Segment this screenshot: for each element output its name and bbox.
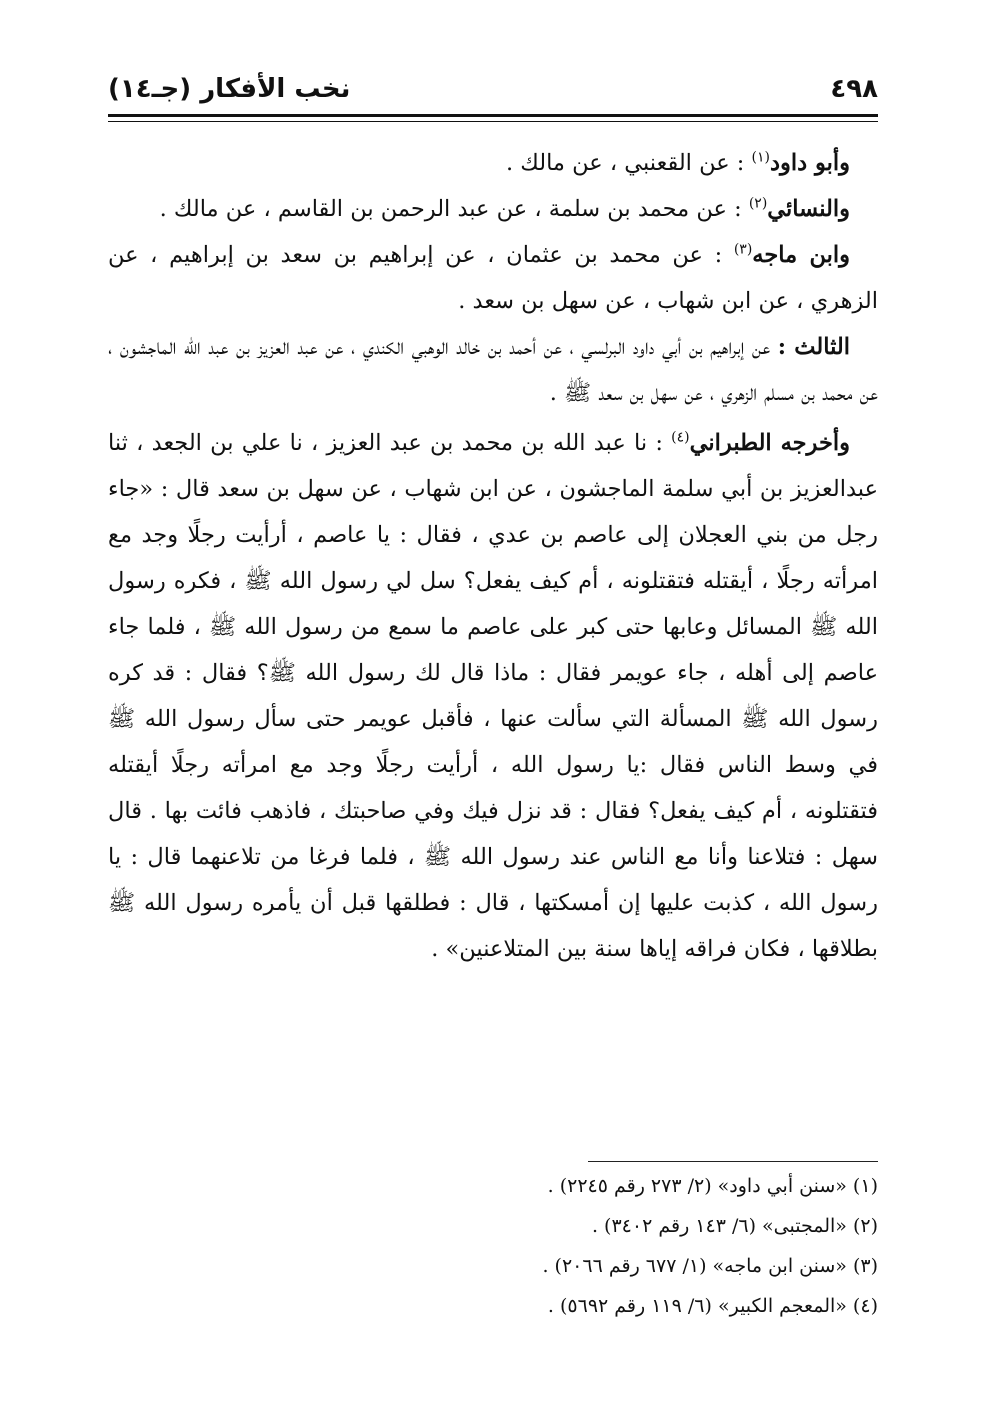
footnote-4: (٤) «المعجم الكبير» (٦/ ١١٩ رقم ٥٦٩٢) . bbox=[547, 1295, 878, 1317]
footnotes bbox=[108, 1166, 878, 1326]
footnote-separator bbox=[588, 1161, 878, 1162]
running-title: نخب الأفكار (جـ١٤) bbox=[108, 74, 351, 104]
footnote-ref: (٢) bbox=[748, 195, 768, 212]
footnote-3: (٣) «سنن ابن ماجه» (١/ ٦٧٧ رقم ٢٠٦٦) . bbox=[542, 1255, 878, 1277]
source-name: وابن ماجه bbox=[752, 242, 850, 268]
main-text bbox=[108, 140, 878, 972]
page-header bbox=[108, 64, 878, 114]
paragraph-third bbox=[108, 324, 878, 416]
source-name: وأخرجه الطبراني bbox=[689, 430, 851, 456]
paragraph-text: : نا عبد الله بن محمد بن عبد العزيز ، نا علي بن الجعد ، ثنا عبدالعزيز بن أبي سلمة الماجشون ، عن ابن شهاب ، عن سهل بن سعد قال : «جاء رجل من بني العجلان إلى عاصم بن عدي ، فقال : يا عاصم ، أرأيت رجلًا وجد مع امرأته رجلًا ، أيقتله فتقتلونه ، أم كيف يفعل؟ سل لي رسول الله ﷺ ، فكره رسول الله ﷺ المسائل وعابها حتى كبر على عاصم ما سمع من رسول الله ﷺ ، فلما جاء عاصم إلى أهله ، جاء عويمر فقال : ماذا قال لك رسول الله ﷺ؟ فقال : قد كره رسول الله ﷺ المسألة التي سألت عنها ، فأقبل عويمر حتى سأل رسول الله ﷺ في وسط الناس فقال :يا رسول الله ، أرأيت رجلًا وجد مع امرأته رجلًا أيقتله فتقتلونه ، أم كيف يفعل؟ فقال : قد نزل فيك وفي صاحبتك ، فاذهب فائت بها . قال سهل : فتلاعنا وأنا مع الناس عند رسول الله ﷺ ، فلما فرغا من تلاعنهما قال : يا رسول الله ، كذبت عليها إن أمسكتها ، قال : فطلقها قبل أن يأمره رسول الله ﷺ بطلاقها ، فكان فراقه إياها سنة بين المتلاعنين» . bbox=[108, 430, 878, 962]
header-rule-thin bbox=[108, 121, 878, 122]
paragraph-ibn-majah bbox=[108, 232, 878, 324]
footnote-1: (١) «سنن أبي داود» (٢/ ٢٧٣ رقم ٢٢٤٥) . bbox=[547, 1175, 878, 1197]
footnote-2: (٢) «المجتبى» (٦/ ١٤٣ رقم ٣٤٠٢) . bbox=[591, 1215, 878, 1237]
paragraph-text: عن إبراهيم بن أبي داود البرلسي ، عن أحمد بن خالد الوهبي الكندي ، عن عبد العزيز بن عبد الله الماجشون ، عن محمد بن مسلم الزهري ، عن سهل بن سعد ﷺ . bbox=[108, 334, 878, 406]
paragraph-nasai bbox=[108, 186, 878, 232]
paragraph-abu-dawud bbox=[108, 140, 878, 186]
paragraph-text: : عن محمد بن عثمان ، عن إبراهيم بن سعد بن إبراهيم ، عن الزهري ، عن ابن شهاب ، عن سهل بن سعد . bbox=[108, 242, 878, 314]
footnote-ref: (١) bbox=[751, 149, 770, 166]
section-lead: الثالث : bbox=[777, 334, 851, 360]
footnote-ref: (٤) bbox=[671, 429, 690, 446]
source-name: والنسائي bbox=[767, 196, 850, 222]
footnote-ref: (٣) bbox=[733, 241, 753, 258]
header-rule-thick bbox=[108, 114, 878, 117]
paragraph-text: : عن محمد بن سلمة ، عن عبد الرحمن بن القاسم ، عن مالك . bbox=[159, 196, 749, 222]
source-name: وأبو داود bbox=[770, 150, 850, 176]
paragraph-tabarani bbox=[108, 420, 878, 972]
paragraph-text: : عن القعنبي ، عن مالك . bbox=[505, 150, 752, 176]
page-number: ٤٩٨ bbox=[830, 74, 878, 104]
